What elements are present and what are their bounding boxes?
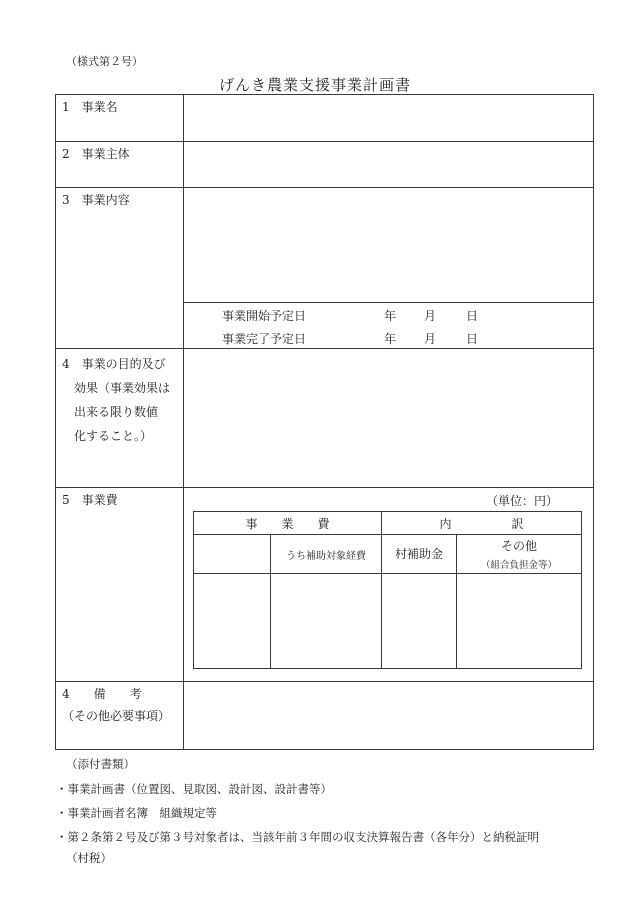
end-date-label: 事業完了予定日: [222, 332, 307, 346]
form-number: （様式第２号）: [66, 55, 143, 68]
project-content-field[interactable]: [184, 188, 593, 302]
start-date-label: 事業開始予定日: [222, 309, 307, 323]
start-month: 月: [424, 309, 437, 323]
label-project-name: 1 事業名: [62, 100, 118, 114]
attachment-item: ・事業計画書（位置図、見取図、設計図、設計書等）: [56, 782, 332, 796]
end-day: 日: [466, 332, 479, 346]
document-title: げんき農業支援事業計画書: [218, 76, 411, 94]
other-cost-cell[interactable]: [457, 574, 581, 668]
remarks-field[interactable]: [184, 682, 593, 749]
start-year: 年: [384, 309, 397, 323]
attachment-item: ・第２条第２号及び第３号対象者は、当該年前３年間の収支決算報告書（各年分）と納税証明: [56, 830, 539, 844]
purpose-effect-field[interactable]: [184, 349, 593, 487]
project-entity-field[interactable]: [184, 142, 593, 187]
start-day: 日: [466, 309, 479, 323]
unit-label: （単位：円）: [486, 494, 559, 508]
header-project-cost: 事 業 費: [245, 517, 330, 531]
label-project-cost: 5 事業費: [62, 493, 118, 507]
project-name-field[interactable]: [184, 95, 593, 141]
attachment-item: ・事業計画者名簿 組織規定等: [56, 806, 217, 820]
label-remarks-note: （その他必要事項）: [62, 709, 171, 723]
cost-total-cell[interactable]: [194, 574, 270, 668]
header-other-note: （組合負担金等）: [480, 560, 557, 571]
cost-subsidy-target-cell[interactable]: [271, 574, 381, 668]
header-subsidy-target: うち補助対象経費: [286, 551, 366, 562]
end-year: 年: [384, 332, 397, 346]
label-project-content: 3 事業内容: [62, 193, 130, 207]
label-remarks: 4 備 考: [62, 687, 142, 701]
label-project-entity: 2 事業主体: [62, 147, 130, 161]
end-month: 月: [424, 332, 437, 346]
attachment-item-continuation: （村税）: [66, 851, 112, 865]
attachments-heading: （添付書類）: [66, 757, 135, 771]
header-breakdown: 内 訳: [439, 517, 524, 531]
header-other: その他: [500, 539, 537, 553]
village-subsidy-cell[interactable]: [382, 574, 456, 668]
header-village-subsidy: 村補助金: [394, 547, 443, 561]
